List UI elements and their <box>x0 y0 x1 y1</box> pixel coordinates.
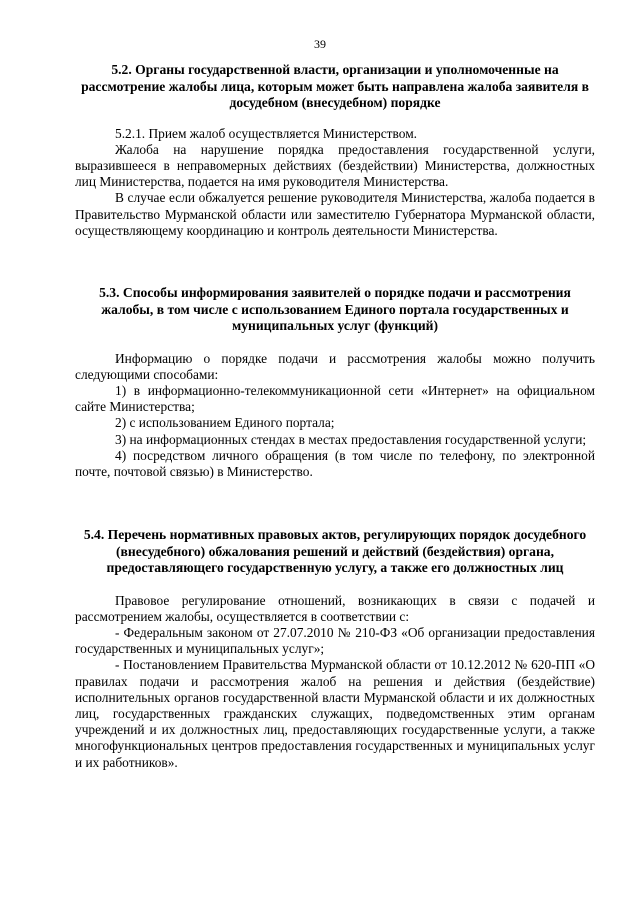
page-number: 39 <box>314 37 326 51</box>
paragraph: Правовое регулирование отношений, возникающих в связи с подачей и рассмотрением жалобы, осуществляется в соответствии с: <box>75 592 595 624</box>
section-5-3 <box>75 285 595 480</box>
paragraph: 5.2.1. Прием жалоб осуществляется Министерством. <box>115 125 418 141</box>
paragraph: Информацию о порядке подачи и рассмотрения жалобы можно получить следующими способами: <box>75 350 595 382</box>
paragraph: Жалоба на нарушение порядка предоставления государственной услуги, выразившееся в неправомерных действиях (бездействии) Министерства, должностных лиц Министерства, подается на имя руководителя Министерства. <box>75 141 595 190</box>
paragraph: В случае если обжалуется решение руководителя Министерства, жалоба подается в Правительство Мурманской области или заместителю Губернатора Мурманской области, осуществляющему координацию и контроль деятельности Министерства. <box>75 190 595 238</box>
paragraph: - Постановлением Правительства Мурманской области от 10.12.2012 № 620-ПП «О правилах подачи и рассмотрения жалоб на решения и действия (бездействие) исполнительных органов государственной власти Мурманской области и их должностных лиц, государственных гражданских служащих, подведомственных этим органам учреждений и их должностных лиц, предоставляющих государственные услуги, а также многофункциональных центров предоставления государственных и муниципальных услуг и их работников». <box>75 657 595 770</box>
paragraph: - Федеральным законом от 27.07.2010 № 210-ФЗ «Об организации предоставления государственных и муниципальных услуг»; <box>75 624 595 657</box>
section-heading: 5.3. Способы информирования заявителей о порядке подачи и рассмотрения жалобы, в том числе с использованием Единого портала государственных и муниципальных услуг (функций) <box>99 285 571 333</box>
paragraph: 4) посредством личного обращения (в том числе по телефону, по электронной почте, почтовой связью) в Министерство. <box>75 447 595 479</box>
paragraph: 3) на информационных стендах в местах предоставления государственной услуги; <box>115 431 587 447</box>
paragraph: 2) с использованием Единого портала; <box>115 415 335 431</box>
section-heading: 5.4. Перечень нормативных правовых актов, регулирующих порядок досудебного (внесудебного) обжалования решений и действий (бездействия) органа, предоставляющего государственную услугу, а также его должностных лиц <box>83 527 587 575</box>
section-5-2 <box>75 62 595 239</box>
section-heading: 5.2. Органы государственной власти, организации и уполномоченные на рассмотрение жалобы лица, которым может быть направлена жалоба заявителя в досудебном (внесудебном) порядке <box>81 62 589 110</box>
paragraph: 1) в информационно-телекоммуникационной сети «Интернет» на официальном сайте Министерства; <box>75 382 595 415</box>
section-5-4 <box>75 527 595 771</box>
